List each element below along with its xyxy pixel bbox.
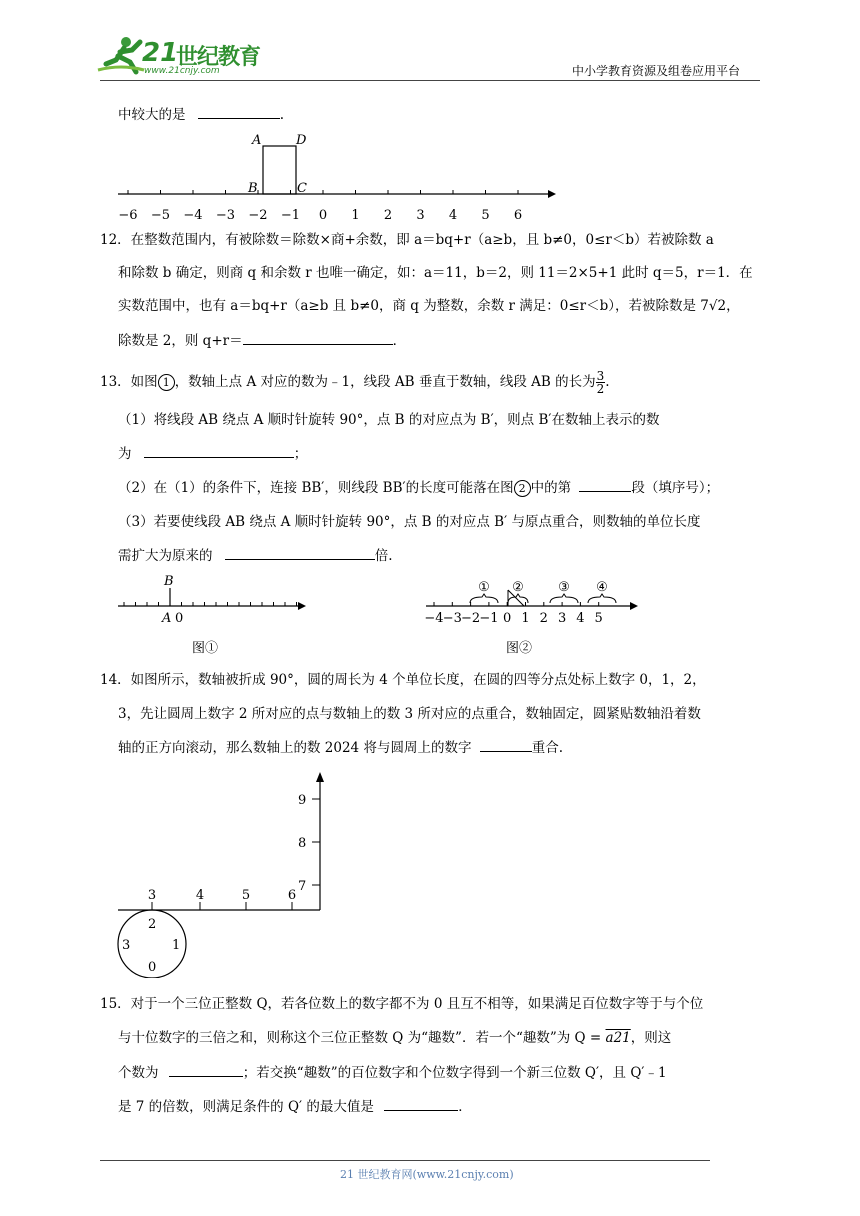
circle-digit-bottom: 0 — [148, 960, 157, 975]
q12-line4: 除数是 2，则 q+r＝ ． — [118, 330, 406, 351]
q14-line2: 3，先让圆周上数字 2 所对应的点与数轴上的数 3 所对应的点重合，数轴固定，圆紧贴数轴沿着数 — [118, 706, 701, 722]
tick-label: 5 — [594, 611, 603, 626]
segment-label: ② — [512, 580, 524, 595]
q13-line1: 13．如图 1 ，数轴上点 A 对应的数为﹣1，线段 AB 垂直于数轴，线段 AB 的长为 $\frac{3}{2}$ . — [100, 369, 610, 396]
q15-line3: 个数为 ；若交换“趣数”的百位数字和个位数字得到一个新三位数 Q′，且 Q′﹣1 — [118, 1062, 667, 1083]
tick-label: −5 — [150, 208, 171, 223]
fig2-caption: 图② — [506, 641, 533, 656]
logo-url: www.21cnjy.com — [144, 66, 220, 76]
q13-part3-b: 需扩大为原来的 倍. — [118, 545, 393, 566]
segment-label: ③ — [558, 580, 570, 595]
label-d: D — [296, 133, 307, 148]
tick-label: 1 — [351, 208, 360, 223]
square-abcd — [263, 146, 296, 194]
tick-label: 4 — [576, 611, 585, 626]
runner-logo-icon — [96, 36, 146, 76]
q11-number-line-figure — [110, 128, 560, 224]
q13-part1-blank[interactable] — [144, 443, 294, 458]
tick-label: 5 — [481, 208, 490, 223]
logo-text: 世纪教育 — [176, 45, 261, 70]
tick-label: 5 — [241, 888, 251, 903]
logo-number: 21 — [142, 38, 179, 68]
q12-line3: 实数范围中，也有 a＝bq+r（a≥b 且 b≠0，商 q 为整数，余数 r 满足：0≤r＜b），若被除数是 7√2， — [118, 298, 740, 314]
q15-line1: 15．对于一个三位正整数 Q，若各位数上的数字都不为 0 且互不相等，如果满足百位数字等于与个位 — [100, 996, 704, 1012]
footer-text: 21 世纪教育网(www.21cnjy.com) — [340, 1168, 514, 1181]
fig1-caption: 图① — [192, 641, 219, 656]
segment-brace — [470, 594, 498, 603]
q13-part3-blank[interactable] — [225, 545, 375, 560]
q15-line4: 是 7 的倍数，则满足条件的 Q′ 的最大值是 ． — [118, 1096, 472, 1117]
overlined-number: a21 — [605, 1030, 631, 1046]
tick-label: 6 — [513, 208, 523, 223]
fig1-label-zero: 0 — [175, 611, 184, 626]
label-a: A — [252, 133, 262, 148]
tick-label: −4 — [424, 611, 444, 626]
segment-brace — [550, 594, 578, 603]
segment-brace — [508, 594, 528, 603]
tick-label: −2 — [461, 611, 481, 626]
q13-part1-a: （1）将线段 AB 绕点 A 顺时针旋转 90°，点 B 的对应点为 B′，则点 B′在数轴上表示的数 — [118, 412, 660, 428]
tick-label: 0 — [318, 208, 328, 223]
q12-line1: 12．在整数范围内，有被除数＝除数×商+余数，即 a＝bq+r（a≥b，且 b≠0，0≤r＜b）若被除数 a — [100, 232, 714, 248]
tick-label: 8 — [298, 836, 307, 851]
tick-label: 0 — [503, 611, 512, 626]
q15-blank-2[interactable] — [384, 1096, 458, 1111]
q15-line2: 与十位数字的三倍之和，则称这个三位正整数 Q 为“趣数”．若一个“趣数”为 Q = a21，则这 — [118, 1030, 672, 1046]
segment-brace — [588, 594, 616, 603]
tick-label: −4 — [183, 208, 203, 223]
q13-part3-a: （3）若要使线段 AB 绕点 A 顺时针旋转 90°，点 B 的对应点 B′ 与原点重合，则数轴的单位长度 — [118, 514, 701, 530]
tick-label: 2 — [539, 611, 548, 626]
circle-digit-top: 2 — [148, 917, 157, 932]
tick-label: −1 — [479, 611, 499, 626]
logo — [96, 36, 266, 78]
tick-label: 1 — [521, 611, 530, 626]
label-c: C — [297, 181, 307, 196]
q14-answer-blank[interactable] — [480, 737, 532, 752]
tick-label: 2 — [383, 208, 393, 223]
q12-answer-blank[interactable] — [243, 330, 393, 345]
tick-label: 6 — [287, 888, 297, 903]
q12-line2: 和除数 b 确定，则商 q 和余数 r 也唯一确定，如：a＝11，b＝2，则 11＝2×5+1 此时 q＝5，r＝1．在 — [118, 265, 753, 281]
tick-label: 3 — [557, 611, 567, 626]
tick-label: 4 — [448, 208, 458, 223]
tick-label: 4 — [195, 888, 205, 903]
segment-label: ① — [478, 580, 490, 595]
fraction-three-halves: $\frac{3}{2}$ — [596, 369, 605, 396]
q13-part2-blank[interactable] — [579, 477, 631, 492]
circle-digit-right: 1 — [172, 938, 181, 953]
q11-tail: 中较大的是 . — [118, 104, 284, 125]
tick-label: −2 — [248, 208, 268, 223]
q15-blank-1[interactable] — [169, 1062, 243, 1077]
q13-figure-2 — [420, 572, 650, 662]
figure-2-marker: 2 — [514, 480, 531, 497]
q13-part1-b: 为 ； — [118, 443, 307, 464]
tick-label: −6 — [118, 208, 138, 223]
q11-answer-blank[interactable] — [198, 104, 280, 119]
q13-part2: （2）在（1）的条件下，连接 BB′，则线段 BB′的长度可能落在图 2 中的第 段（填序号）； — [118, 477, 719, 498]
header-rule — [100, 80, 760, 81]
q14-line1: 14．如图所示，数轴被折成 90°，圆的周长为 4 个单位长度，在圆的四等分点处标上数字 0，1，2， — [100, 672, 706, 688]
q14-line3: 轴的正方向滚动，那么数轴上的数 2024 将与圆周上的数字 重合. — [118, 737, 563, 758]
tick-label: 3 — [416, 208, 425, 223]
circle-digit-left: 3 — [122, 938, 131, 953]
header-right-text: 中小学教育资源及组卷应用平台 — [572, 64, 741, 78]
footer-rule — [100, 1160, 710, 1161]
tick-label: 9 — [298, 793, 307, 808]
tick-label: 3 — [147, 888, 157, 903]
tick-label: −3 — [442, 611, 462, 626]
tick-label: −1 — [280, 208, 301, 223]
fig1-label-b: B — [164, 574, 174, 589]
q14-folded-number-line-figure — [112, 768, 342, 978]
tick-label: −3 — [215, 208, 236, 223]
label-b: B — [248, 181, 258, 196]
figure-1-marker: 1 — [158, 374, 175, 391]
segment-label: ④ — [596, 580, 608, 595]
q13-figure-1 — [112, 570, 312, 662]
fig1-label-a: A — [162, 611, 172, 626]
tick-label: 7 — [298, 879, 307, 894]
